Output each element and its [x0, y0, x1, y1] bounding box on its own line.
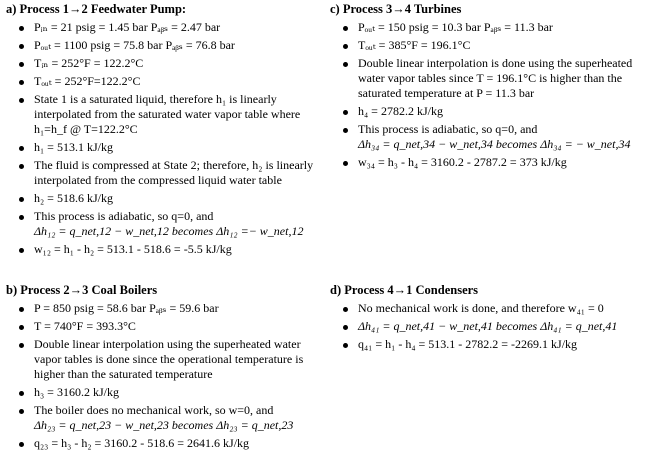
section-a-list — [6, 20, 320, 257]
c-p-out: Pₒᵤₜ = 150 psig = 10.3 bar Pₐᵦₛ = 11.3 bar — [330, 20, 652, 35]
c-adiabatic-note — [330, 122, 652, 152]
b-h3: h₃ = 3160.2 kJ/kg — [6, 385, 320, 400]
a-state2-note: The fluid is compressed at State 2; therefore, h₂ is linearly interpolated from the compressed liquid water table — [6, 158, 320, 188]
a-t-out: Tₒᵤₜ = 252°F=122.2°C — [6, 74, 320, 89]
section-a-heading: a) Process 1→2 Feedwater Pump: — [6, 2, 187, 16]
b-energy-equation: Δh₂₃ = q_net,23 − w_net,23 becomes Δh₂₃ = q_net,23 — [34, 418, 294, 432]
section-d-condensers — [330, 283, 652, 355]
section-d-heading: d) Process 4→1 Condensers — [330, 283, 479, 297]
section-b-heading: b) Process 2→3 Coal Boilers — [6, 283, 158, 297]
a-p-in: Pᵢₙ = 21 psig = 1.45 bar Pₐᵦₛ = 2.47 bar — [6, 20, 320, 35]
section-d-list — [330, 301, 652, 352]
c-interpolation-note: Double linear interpolation is done using the superheated water vapor tables since T = 196.1°C is higher than the saturated temperature at P = 11.3 bar — [330, 56, 652, 101]
section-b-list — [6, 301, 320, 451]
a-adiabatic-text: This process is adiabatic, so q=0, and — [34, 209, 214, 223]
section-c-heading: c) Process 3→4 Turbines — [330, 2, 462, 16]
section-a-feedwater-pump — [6, 2, 320, 260]
b-interpolation-note: Double linear interpolation using the superheated water vapor tables is done since the operational temperature is higher than the saturated temperature — [6, 337, 320, 382]
b-boiler-text: The boiler does no mechanical work, so w=0, and — [34, 403, 274, 417]
section-c-turbines — [330, 2, 652, 173]
b-pressure: P = 850 psig = 58.6 bar Pₐᵦₛ = 59.6 bar — [6, 301, 320, 316]
a-adiabatic-note — [6, 209, 320, 239]
a-t-in: Tᵢₙ = 252°F = 122.2°C — [6, 56, 320, 71]
d-energy-equation: Δh₄₁ = q_net,41 − w_net,41 becomes Δh₄₁ = q_net,41 — [330, 319, 652, 334]
a-h1: h₁ = 513.1 kJ/kg — [6, 140, 320, 155]
a-energy-equation: Δh₁₂ = q_net,12 − w_net,12 becomes Δh₁₂ =− w_net,12 — [34, 224, 304, 238]
section-b-coal-boilers — [6, 283, 320, 454]
c-w34: w₃₄ = h₃ - h₄ = 3160.2 - 2787.2 = 373 kJ/kg — [330, 155, 652, 170]
c-t-out: Tₒᵤₜ = 385°F = 196.1°C — [330, 38, 652, 53]
b-q23: q₂₃ = h₃ - h₂ = 3160.2 - 518.6 = 2641.6 kJ/kg — [6, 436, 320, 451]
a-state1-note: State 1 is a saturated liquid, therefore h₁ is linearly interpolated from the saturated water vapor table where h₁=h_f @ T=122.2°C — [6, 92, 320, 137]
a-w12: w₁₂ = h₁ - h₂ = 513.1 - 518.6 = -5.5 kJ/kg — [6, 242, 320, 257]
section-c-list — [330, 20, 652, 170]
c-adiabatic-text: This process is adiabatic, so q=0, and — [358, 122, 538, 136]
a-h2: h₂ = 518.6 kJ/kg — [6, 191, 320, 206]
c-h4: h₄ = 2782.2 kJ/kg — [330, 104, 652, 119]
b-boiler-note — [6, 403, 320, 433]
a-p-out: Pₒᵤₜ = 1100 psig = 75.8 bar Pₐᵦₛ = 76.8 bar — [6, 38, 320, 53]
c-energy-equation: Δh₃₄ = q_net,34 − w_net,34 becomes Δh₃₄ = − w_net,34 — [358, 137, 631, 151]
d-q41: q₄₁ = h₁ - h₄ = 513.1 - 2782.2 = -2269.1 kJ/kg — [330, 337, 652, 352]
b-temperature: T = 740°F = 393.3°C — [6, 319, 320, 334]
d-no-work-note: No mechanical work is done, and therefore w₄₁ = 0 — [330, 301, 652, 316]
